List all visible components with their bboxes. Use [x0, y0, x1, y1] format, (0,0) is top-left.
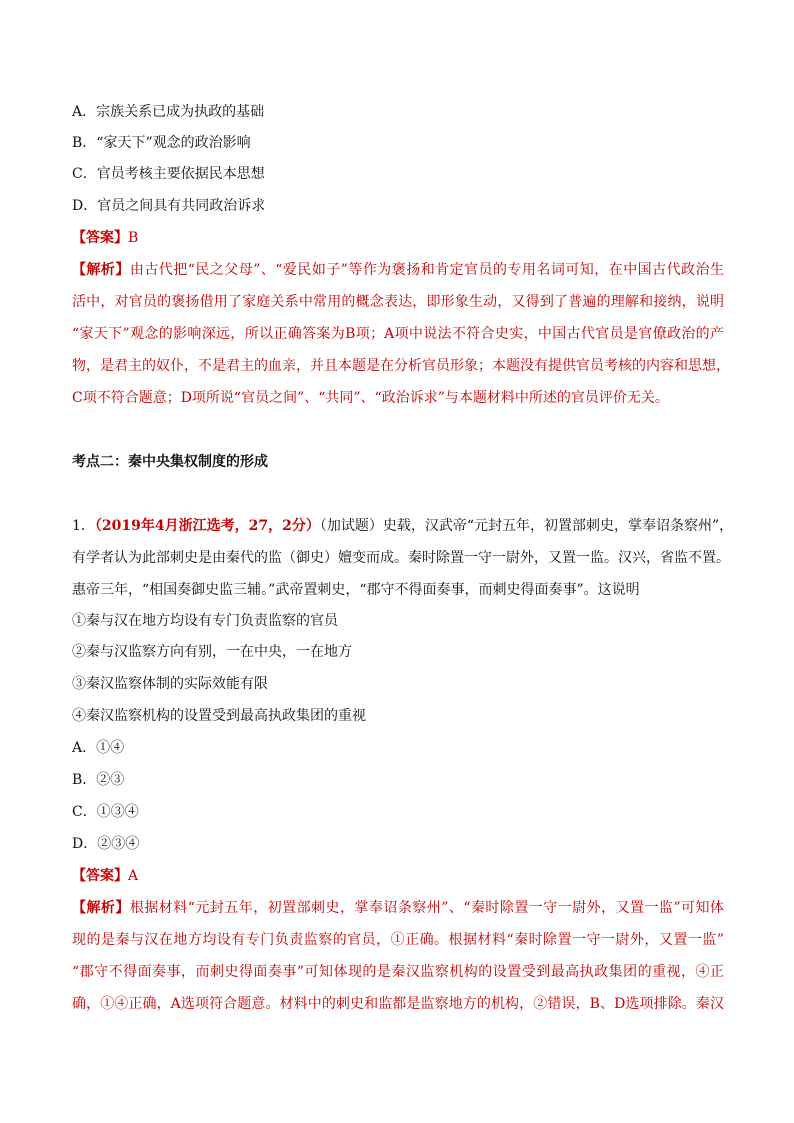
q1-analysis-line-1	[72, 898, 724, 918]
section-heading: 考点二：秦中央集权制度的形成	[72, 454, 268, 470]
q1-option-c: C．①③④	[72, 804, 139, 820]
statement-2: ②秦与汉监察方向有别，一在中央，一在地方	[72, 644, 352, 660]
option-b: B．“家天下”观念的政治影响	[72, 135, 251, 151]
statement-3: ③秦汉监察体制的实际效能有限	[72, 676, 268, 692]
statement-4: ④秦汉监察机构的设置受到最高执政集团的重视	[72, 708, 366, 724]
question-number: 1．	[72, 518, 95, 534]
answer-tag: 【答案】	[72, 230, 128, 246]
question-stem-line-1	[72, 516, 734, 536]
question-source: （2019年4月浙江选考，27，2分）	[94, 518, 320, 534]
answer-value: B	[128, 230, 139, 246]
analysis-tag: 【解析】	[72, 900, 130, 916]
q1-option-d: D．②③④	[72, 836, 140, 852]
statement-1: ①秦与汉在地方均设有专门负责监察的官员	[72, 613, 338, 629]
q1-analysis-line-4: 确，①④正确，A选项符合题意。材料中的刺史和监都是监察地方的机构，②错误，B、D选项排除。秦汉	[72, 996, 724, 1012]
q1-analysis-line-2: 现的是秦与汉在地方均设有专门负责监察的官员，①正确。根据材料“秦时除置一守一尉外，又置一监”	[72, 932, 724, 948]
question-stem-line-2: 有学者认为此部刺史是由秦代的监（御史）嬗变而成。秦时除置一守一尉外，又置一监。汉兴，省监不置。	[72, 550, 730, 566]
option-c: C．官员考核主要依据民本思想	[72, 166, 265, 182]
analysis-text: 所以正确答案为B项；A项中说法不符合史实，中国古代官员是官僚政治的产	[244, 326, 724, 342]
analysis-line-2: 活中，对官员的褒扬借用了家庭关系中常用的概念表达，即形象生动，又得到了普遍的理解和接纳，说明	[72, 294, 724, 310]
answer-tag: 【答案】	[72, 868, 128, 884]
question-stem-line-3: 惠帝三年，“相国奏御史监三辅。”武帝置刺史，“郡守不得面奏事，而刺史得面奏事”。这说明	[72, 582, 640, 598]
q1-option-a: A．①④	[72, 740, 125, 756]
option-a: A．宗族关系已成为执政的基础	[72, 104, 265, 120]
answer-line	[72, 228, 138, 248]
highlight-text: “家天下”观念的影响深远，	[72, 326, 245, 342]
q1-option-b: B．②③	[72, 772, 125, 788]
analysis-line-4: 物，是君主的奴仆，不是君主的血亲，并且本题是在分析官员形象；本题没有提供官员考核的内容和思想，	[72, 358, 730, 374]
q1-analysis-line-3: “郡守不得面奏事，而刺史得面奏事”可知体现的是秦汉监察机构的设置受到最高执政集团的重视，④正	[72, 964, 724, 980]
analysis-line-1	[72, 260, 724, 280]
analysis-text: 由古代把“民之父母”、“爱民如子”等作为褒扬和肯定官员的专用名词可知，在中国古代政治生	[129, 262, 724, 278]
q1-answer-line	[72, 866, 138, 886]
analysis-line-3	[72, 324, 724, 344]
question-stem-text: （加试题）史载，汉武帝“元封五年，初置部刺史，掌奉诏条察州”，	[319, 518, 734, 534]
answer-value: A	[128, 868, 139, 884]
option-d: D．官员之间具有共同政治诉求	[72, 198, 266, 214]
analysis-tag: 【解析】	[72, 262, 130, 278]
analysis-text: 根据材料“元封五年，初置部刺史，掌奉诏条察州”、“秦时除置一守一尉外，又置一监”可知体	[129, 900, 724, 916]
analysis-line-5: C项不符合题意；D项所说“官员之间”、“共同”、“政治诉求”与本题材料中所述的官员评价无关。	[72, 390, 669, 406]
